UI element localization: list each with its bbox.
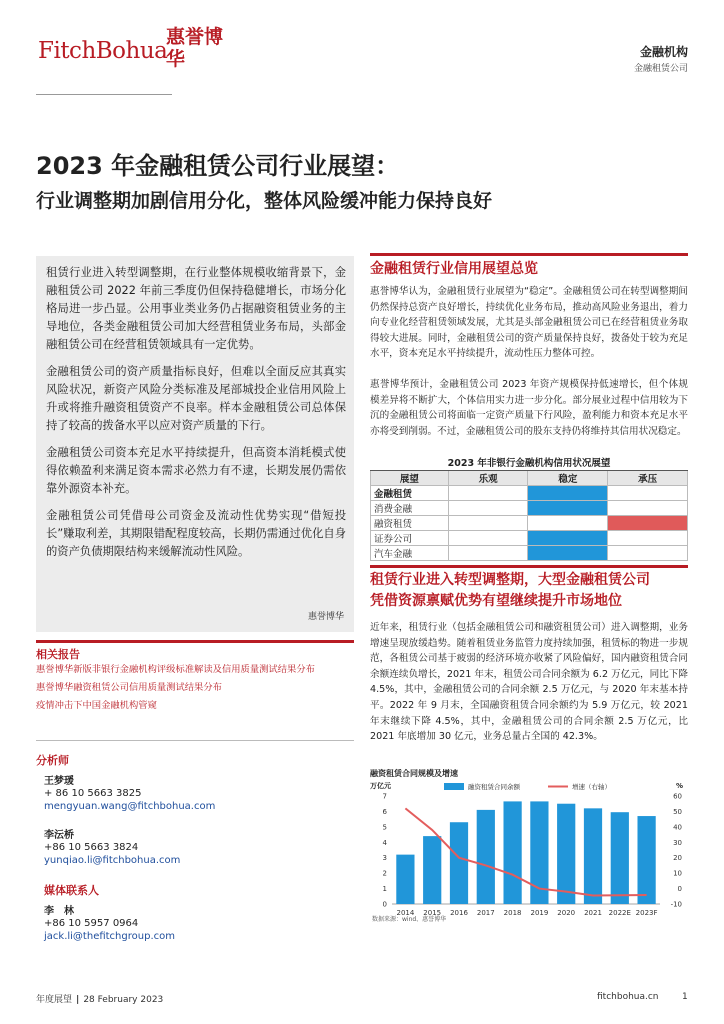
table-cell-highlight bbox=[528, 500, 608, 515]
y-axis-title: 万亿元 bbox=[370, 782, 391, 790]
table-row bbox=[371, 545, 688, 560]
section-divider bbox=[370, 565, 688, 568]
table-header: 稳定 bbox=[528, 470, 608, 485]
section-heading bbox=[370, 570, 710, 612]
table-row bbox=[371, 515, 688, 530]
analyst-name: 王梦瑗 bbox=[44, 776, 74, 787]
media-contact-heading: 媒体联系人 bbox=[44, 884, 99, 897]
contract-chart bbox=[370, 768, 688, 928]
table-row bbox=[371, 500, 688, 515]
bar bbox=[396, 855, 414, 904]
y2-tick-label: 60 bbox=[673, 792, 682, 801]
table-cell bbox=[448, 515, 528, 530]
analyst-email[interactable]: yunqiao.li@fitchbohua.com bbox=[44, 855, 181, 866]
x-tick-label: 2023F bbox=[635, 909, 658, 917]
table-caption: 2023 年非银行金融机构信用状况展望 bbox=[371, 455, 688, 470]
section-heading-line: 租赁行业进入转型调整期，大型金融租赁公司 bbox=[370, 572, 650, 588]
table-row-label: 融资租赁 bbox=[371, 515, 449, 530]
table-row bbox=[371, 530, 688, 545]
x-tick-label: 2017 bbox=[476, 909, 495, 917]
table-cell bbox=[448, 530, 528, 545]
legend-label: 融资租赁合同余额 bbox=[468, 783, 520, 791]
header-section: 金融机构 bbox=[639, 45, 688, 59]
legend-label: 增速（右轴） bbox=[572, 783, 611, 791]
growth-line bbox=[405, 808, 646, 895]
bar bbox=[423, 836, 441, 904]
table-row-label: 汽车金融 bbox=[371, 545, 449, 560]
bar bbox=[557, 804, 575, 904]
chart-container bbox=[370, 768, 688, 928]
footer-left: 年度展望 | 28 February 2023 bbox=[36, 995, 164, 1005]
related-reports-list bbox=[36, 663, 354, 712]
table-cell bbox=[448, 500, 528, 515]
summary-box bbox=[36, 256, 354, 632]
analyst-contact bbox=[44, 826, 344, 867]
analyst-contact bbox=[44, 772, 344, 813]
y-tick-label: 2 bbox=[382, 869, 387, 878]
x-tick-label: 2021 bbox=[584, 909, 602, 917]
bar bbox=[584, 808, 602, 904]
y2-tick-label: 0 bbox=[677, 885, 682, 894]
y-tick-label: 3 bbox=[382, 854, 387, 863]
section-paragraph: 近年来，租赁行业（包括金融租赁公司和融资租赁公司）进入调整期，业务增速呈现放缓趋势。随着租赁业务监管力度持续加强，租赁标的物进一步规范，各租赁公司基于疲弱的经济环境亦收紧了风险偏好，国内融资租赁合同余额连续负增长，2021 年末，租赁公司合同余额为 6.2 万亿元，同比下降 4.5%，其中，金融租赁公司的合同余额 2.5 万亿元，与 2020 年末基本持平。2022 年 9 月末，全国融资租赁合同余额约为 5.9 万亿元，较 2021 年末继续下降 4.5%，其中，金融租赁公司的合同余额 2.5 万亿元，比 2021 年底增加 30 亿元，业务总量占全国的 42.3%。 bbox=[370, 622, 688, 743]
sidebar-divider bbox=[36, 640, 354, 643]
brand-logo-chinese: 惠誉博华 bbox=[166, 26, 224, 70]
table-cell bbox=[608, 530, 688, 545]
y2-tick-label: 40 bbox=[673, 823, 682, 832]
y-tick-label: 5 bbox=[382, 823, 387, 832]
media-contact-name: 李 林 bbox=[44, 906, 74, 917]
media-contact bbox=[44, 902, 344, 943]
related-reports-heading: 相关报告 bbox=[36, 648, 80, 661]
y2-tick-label: 10 bbox=[673, 869, 682, 878]
bar bbox=[611, 812, 629, 904]
footer-date: 28 February 2023 bbox=[83, 995, 164, 1005]
y2-tick-label: 30 bbox=[673, 838, 682, 847]
bar bbox=[637, 816, 655, 904]
table-cell bbox=[608, 545, 688, 560]
table-cell bbox=[448, 545, 528, 560]
y2-axis-title: % bbox=[676, 782, 684, 790]
y-tick-label: 1 bbox=[382, 885, 387, 894]
y-tick-label: 4 bbox=[382, 838, 387, 847]
related-report-link[interactable]: 疫情冲击下中国金融机构管窥 bbox=[36, 700, 157, 711]
table-header: 承压 bbox=[608, 470, 688, 485]
media-contact-email[interactable]: jack.li@thefitchgroup.com bbox=[44, 931, 175, 942]
footer-site[interactable]: fitchbohua.cn bbox=[597, 992, 659, 1002]
table-cell-highlight bbox=[608, 515, 688, 530]
y-tick-label: 0 bbox=[382, 900, 387, 909]
header-divider bbox=[36, 94, 172, 95]
footer-label: 年度展望 bbox=[36, 995, 73, 1005]
related-report-link[interactable]: 惠誉博华新版非银行金融机构评级标准解读及信用质量测试结果分布 bbox=[36, 664, 315, 675]
analyst-phone: +86 10 5663 3824 bbox=[44, 842, 139, 853]
outlook-paragraph: 惠誉博华预计，金融租赁公司 2023 年资产规模保持低速增长，但个体规模差异将不断扩大，个体信用实力进一步分化。部分展业过程中信用较为下沉的金融租赁公司将面临一定资产质量下行风险，盈利能力和资本充足水平亦将受到削弱。不过，金融租赁公司的股东支持仍将维持其信用状况稳定。 bbox=[370, 379, 688, 437]
summary-paragraph: 租赁行业进入转型调整期，在行业整体规模收缩背景下，金融租赁公司 2022 年前三季度仍但保持稳健增长，市场分化格局进一步凸显。公用事业类业务仍占据融资租赁业务的主导地位，各类金融租赁公司加大经营租赁业务布局，头部金融租赁公司在经营租赁领域具有一定优势。 bbox=[46, 266, 346, 351]
bar bbox=[503, 801, 521, 904]
outlook-paragraph: 惠誉博华认为，金融租赁行业展望为“稳定”。金融租赁公司在转型调整期间仍然保持总资产良好增长，持续优化业务布局，推动高风险业务退出，着力向专业化经营租赁领域发展，尤其是头部金融租赁公司已在经营租赁业务取得较大进展。同时，金融租赁公司的资产质量保持良好，拨备处于较为充足水平，资本充足水平持续提升，流动性压力整体可控。 bbox=[370, 286, 688, 360]
table-cell-highlight bbox=[528, 545, 608, 560]
page-number: 1 bbox=[682, 992, 688, 1002]
outlook-table bbox=[370, 455, 688, 561]
table-cell bbox=[608, 485, 688, 500]
y2-tick-label: 50 bbox=[673, 807, 682, 816]
summary-paragraph: 金融租赁公司凭借母公司资金及流动性优势实现“借短投长”赚取利差，其期限错配程度较高，长期仍需通过优化自身的资产负债期限结构来缓解流动性风险。 bbox=[46, 509, 346, 558]
x-tick-label: 2015 bbox=[423, 909, 442, 917]
analyst-email[interactable]: mengyuan.wang@fitchbohua.com bbox=[44, 801, 216, 812]
table-row-label: 证券公司 bbox=[371, 530, 449, 545]
brand-logo-text: FitchBohua bbox=[38, 38, 168, 64]
section-divider bbox=[370, 253, 688, 256]
table-cell bbox=[608, 500, 688, 515]
media-contact-phone: +86 10 5957 0964 bbox=[44, 918, 139, 929]
outlook-heading: 金融租赁行业信用展望总览 bbox=[370, 261, 538, 277]
table-cell-highlight bbox=[528, 485, 608, 500]
section-heading-line: 凭借资源禀赋优势有望继续提升市场地位 bbox=[370, 593, 622, 609]
chart-source: 数据来源：wind、惠誉博华 bbox=[372, 916, 447, 923]
page-title: 2023 年金融租赁公司行业展望： bbox=[36, 152, 400, 180]
page-subtitle: 行业调整期加剧信用分化，整体风险缓冲能力保持良好 bbox=[36, 190, 493, 212]
x-tick-label: 2018 bbox=[503, 909, 522, 917]
x-tick-label: 2016 bbox=[450, 909, 468, 917]
table-cell bbox=[528, 515, 608, 530]
sidebar-divider bbox=[36, 740, 354, 741]
legend-swatch-bar bbox=[444, 783, 464, 790]
table-header: 展望 bbox=[371, 470, 449, 485]
summary-author: 惠誉博华 bbox=[307, 612, 344, 622]
x-tick-label: 2022E bbox=[608, 909, 631, 917]
table-row bbox=[371, 485, 688, 500]
x-tick-label: 2019 bbox=[530, 909, 549, 917]
x-tick-label: 2014 bbox=[396, 909, 415, 917]
table-row-label: 消费金融 bbox=[371, 500, 449, 515]
analyst-name: 李沄桥 bbox=[44, 830, 74, 841]
analyst-phone: + 86 10 5663 3825 bbox=[44, 788, 142, 799]
table-header: 乐观 bbox=[448, 470, 528, 485]
bar bbox=[450, 822, 468, 904]
x-tick-label: 2020 bbox=[557, 909, 576, 917]
y-tick-label: 6 bbox=[382, 807, 387, 816]
y-tick-label: 7 bbox=[382, 792, 387, 801]
related-report-link[interactable]: 惠誉博华融资租赁公司信用质量测试结果分布 bbox=[36, 682, 222, 693]
chart-title: 融资租赁合同规模及增速 bbox=[370, 769, 458, 778]
y2-tick-label: 20 bbox=[673, 854, 682, 863]
header-subsection: 金融租赁公司 bbox=[633, 64, 688, 74]
summary-paragraph: 金融租赁公司的资产质量指标良好，但难以全面反应其真实风险状况，新资产风险分类标准及尾部城投企业信用风险上升或将推升融资租赁资产不良率。样本金融租赁公司总体保持了较高的拨备水平以应对资产质量的下行。 bbox=[46, 365, 346, 432]
analyst-heading: 分析师 bbox=[36, 754, 69, 767]
table-row-label: 金融租赁 bbox=[371, 485, 449, 500]
summary-paragraph: 金融租赁公司资本充足水平持续提升，但高资本消耗模式使得依赖盈利来满足资本需求必然力有不逮，长期发展仍需依靠外源资本补充。 bbox=[46, 446, 346, 495]
table-cell-highlight bbox=[528, 530, 608, 545]
table-cell bbox=[448, 485, 528, 500]
y2-tick-label: -10 bbox=[670, 900, 682, 909]
bar bbox=[477, 810, 495, 904]
